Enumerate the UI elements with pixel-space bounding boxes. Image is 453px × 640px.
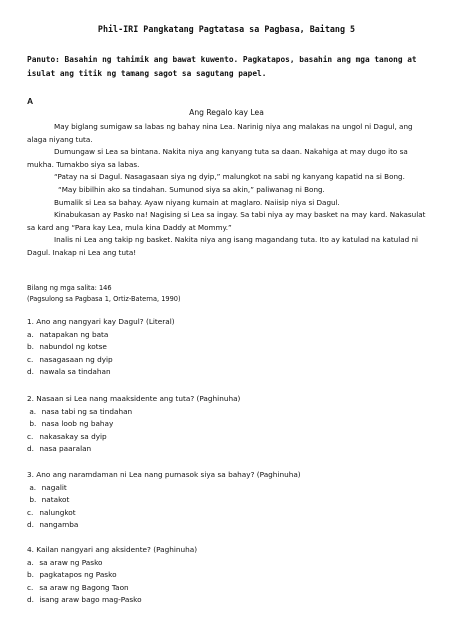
answer-option (27, 329, 175, 342)
question-3 (27, 469, 301, 532)
option-text: nalungkot (39, 507, 76, 517)
option-letter: c. (27, 507, 34, 517)
option-text: nasa paaralan (39, 444, 92, 454)
story-meta (27, 283, 181, 304)
option-letter: d. (27, 444, 34, 454)
question-text: 3. Ano ang naramdaman ni Lea nang pumasok siya sa bahay? (Paghinuha) (27, 470, 301, 479)
story-title: Ang Regalo kay Lea (189, 108, 264, 117)
option-letter: d. (27, 520, 34, 530)
answer-option (27, 341, 175, 354)
answer-option (27, 594, 197, 607)
option-text: nakasakay sa dyip (39, 431, 107, 441)
story-paragraph: Dumungaw si Lea sa bintana. Nakita niya ang kanyang tuta sa daan. Nakahiga at may dugo ito sa mukha. Tumakbo siya sa labas. (27, 147, 408, 169)
question-text: 2. Nasaan si Lea nang maaksidente ang tuta? (Paghinuha) (27, 394, 241, 403)
option-text: natapakan ng bata (39, 329, 109, 339)
option-letter: c. (27, 431, 34, 441)
answer-option (27, 482, 301, 495)
document-title: Phil-IRI Pangkatang Pagtatasa sa Pagbasa, Baitang 5 (97, 24, 356, 34)
option-text: nasagasaan ng dyip (39, 354, 113, 364)
question-4 (27, 544, 197, 607)
story-paragraph: Bumalik si Lea sa bahay. Ayaw niyang kumain at maglaro. Naiisip niya si Dagul. (54, 197, 340, 207)
option-letter: b. (29, 419, 37, 429)
option-text: nawala sa tindahan (39, 367, 111, 377)
answer-option (27, 494, 301, 507)
option-letter: d. (27, 367, 34, 377)
option-letter: c. (27, 354, 34, 364)
story-paragraph: Inalis ni Lea ang takip ng basket. Nakita niya ang isang magandang tuta. Ito ay katulad na katulad ni Dagul. Inakap ni Lea ang tuta! (27, 235, 419, 257)
answer-option (27, 366, 175, 379)
option-letter: b. (27, 570, 34, 580)
story-paragraph: “May bibilhin ako sa tindahan. Sumunod siya sa akin,” paliwanag ni Bong. (58, 184, 325, 194)
option-text: natakot (41, 495, 70, 505)
option-text: nasa tabi ng sa tindahan (41, 406, 133, 416)
answer-option (27, 443, 240, 456)
story-paragraph: Kinabukasan ay Pasko na! Nagising si Lea sa ingay. Sa tabi niya ay may basket na may kard. Nakasulat sa kard ang “Para kay Lea, mula kina Daddy at Mommy.” (27, 210, 426, 232)
question-2 (27, 393, 240, 456)
section-label: A (27, 96, 34, 106)
source-citation: (Pagsulong sa Pagbasa 1, Ortiz-Baterna, 1990) (27, 294, 181, 303)
story-paragraph: May biglang sumigaw sa labas ng bahay nina Lea. Narinig niya ang malakas na ungol ni Dagul, ang alaga niyang tuta. (27, 122, 413, 144)
question-1 (27, 316, 175, 379)
answer-option (27, 507, 301, 520)
word-count: Bilang ng mga salita: 146 (27, 284, 112, 292)
option-text: sa araw ng Pasko (39, 557, 103, 567)
option-letter: b. (27, 342, 34, 352)
option-text: sa araw ng Bagong Taon (39, 582, 129, 592)
option-text: nagalit (41, 482, 67, 492)
instructions-text: Panuto: Basahin ng tahimik ang bawat kuwento. Pagkatapos, basahin ang mga tanong at isulat ang titik ng tamang sagot sa sagutang papel. (27, 55, 417, 78)
option-letter: a. (29, 482, 37, 492)
answer-option (27, 354, 175, 367)
answer-option (27, 569, 197, 582)
story-body (27, 121, 431, 260)
option-letter: b. (29, 495, 37, 505)
answer-option (27, 406, 240, 419)
option-letter: a. (29, 406, 37, 416)
question-text: 1. Ano ang nangyari kay Dagul? (Literal) (27, 317, 175, 326)
option-text: isang araw bago mag-Pasko (39, 595, 142, 605)
answer-option (27, 519, 301, 532)
question-text: 4. Kailan nangyari ang aksidente? (Paghinuha) (27, 545, 198, 554)
option-text: nasa loob ng bahay (41, 419, 114, 429)
option-letter: a. (27, 329, 34, 339)
answer-option (27, 582, 197, 595)
option-text: nangamba (39, 520, 79, 530)
answer-option (27, 557, 197, 570)
story-paragraph: “Patay na si Dagul. Nasagasaan siya ng dyip,” malungkot na sabi ng kanyang kapatid na si Bong. (54, 172, 405, 182)
option-letter: d. (27, 595, 34, 605)
option-letter: a. (27, 557, 34, 567)
answer-option (27, 418, 240, 431)
option-text: nabundol ng kotse (39, 342, 107, 352)
answer-option (27, 431, 240, 444)
option-letter: c. (27, 582, 34, 592)
option-text: pagkatapos ng Pasko (39, 570, 117, 580)
